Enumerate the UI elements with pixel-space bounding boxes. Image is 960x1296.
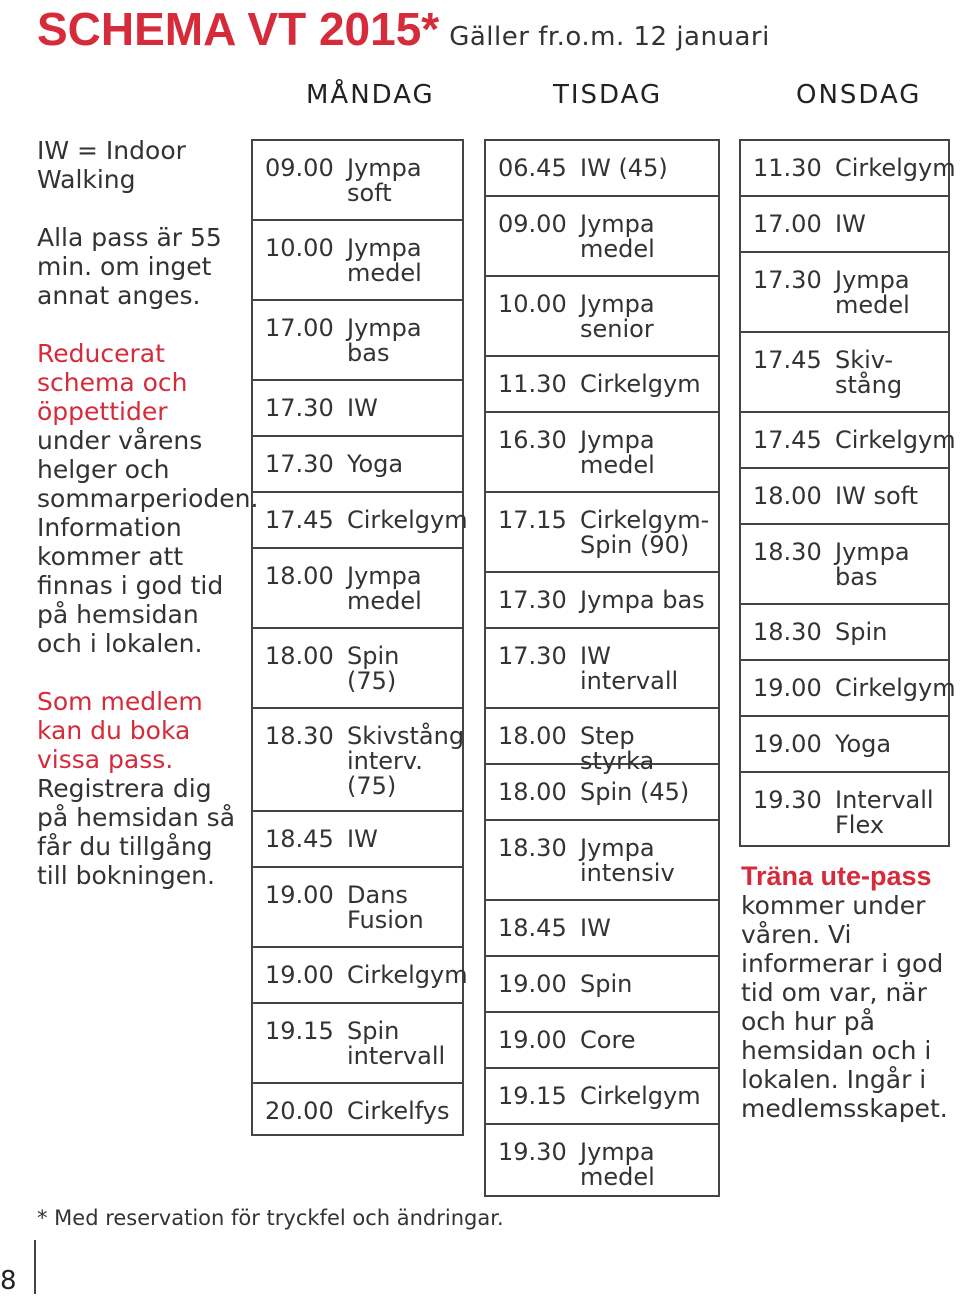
class-activity: Skivstång interv. (75)	[347, 722, 465, 800]
day-header-tuesday: TISDAG	[553, 80, 663, 110]
page-number: 8	[0, 1266, 17, 1296]
class-activity: Skiv- stång	[835, 346, 903, 399]
schedule-row	[741, 253, 948, 333]
class-activity: Spin	[580, 970, 633, 998]
schedule-row	[741, 525, 948, 605]
schedule-row	[486, 277, 718, 357]
class-activity: IW soft	[835, 482, 919, 510]
class-time: 17.30	[265, 450, 334, 478]
schedule-row	[253, 868, 462, 948]
schedule-row	[486, 573, 718, 629]
schedule-row	[741, 773, 948, 853]
class-time: 09.00	[265, 154, 334, 182]
schedule-row	[253, 301, 462, 381]
class-activity: Cirkelgym- Spin (90)	[580, 506, 710, 559]
class-time: 06.45	[498, 154, 567, 182]
schedule-row	[486, 1069, 718, 1125]
class-activity: IW	[347, 825, 378, 853]
class-time: 19.00	[498, 1026, 567, 1054]
schedule-row	[486, 1125, 718, 1205]
class-time: 17.15	[498, 506, 567, 534]
class-time: 16.30	[498, 426, 567, 454]
class-activity: Jympa medel	[580, 426, 655, 479]
duration-info: Alla pass är 55 min. om inget annat anges.	[37, 223, 222, 310]
class-activity: Jympa bas	[835, 538, 910, 591]
booking-info	[37, 687, 247, 890]
class-activity: Yoga	[835, 730, 892, 758]
class-time: 18.30	[753, 538, 822, 566]
class-activity: Jympa bas	[580, 586, 705, 614]
class-time: 17.30	[498, 642, 567, 670]
footnote: * Med reservation för tryckfel och ändringar.	[37, 1206, 504, 1230]
day-header-wednesday: ONSDAG	[796, 80, 922, 110]
schedule-row	[253, 1084, 462, 1140]
class-time: 18.30	[498, 834, 567, 862]
class-activity: Jympa bas	[347, 314, 422, 367]
schedule-row	[486, 901, 718, 957]
class-activity: Cirkelgym	[835, 154, 956, 182]
class-time: 18.00	[265, 562, 334, 590]
class-activity: Step styrka	[580, 722, 655, 775]
class-time: 11.30	[498, 370, 567, 398]
booking-heading: Som medlem kan du boka vissa pass.	[37, 687, 203, 774]
class-activity: IW	[835, 210, 866, 238]
monday-schedule	[251, 139, 468, 1136]
schedule-row	[741, 197, 948, 253]
page-title	[37, 2, 770, 56]
schedule-row	[741, 141, 956, 197]
outdoor-classes-text: kommer under våren. Vi informerar i god tid om var, när och hur på hemsidan och i lokalen. Ingår i medlemsskapet.	[741, 891, 948, 1123]
class-time: 18.45	[498, 914, 567, 942]
reduced-schedule-info	[37, 339, 259, 658]
class-time: 19.30	[498, 1138, 567, 1166]
class-activity: Jympa senior	[580, 290, 655, 343]
class-activity: Cirkelgym	[580, 370, 701, 398]
class-time: 17.45	[753, 426, 822, 454]
class-activity: IW intervall	[580, 642, 679, 695]
schedule-row	[741, 469, 948, 525]
class-time: 18.30	[753, 618, 822, 646]
schedule-row	[253, 493, 468, 549]
schedule-row	[253, 812, 462, 868]
class-time: 18.00	[753, 482, 822, 510]
class-activity: Jympa medel	[347, 234, 422, 287]
class-time: 18.45	[265, 825, 334, 853]
class-time: 17.30	[265, 394, 334, 422]
class-activity: IW (45)	[580, 154, 668, 182]
class-activity: Dans Fusion	[347, 881, 424, 934]
reduced-schedule-text: under vårens helger och sommarperioden. Information kommer att finnas i god tid på hemsidan och i lokalen.	[37, 426, 259, 658]
class-activity: IW	[580, 914, 611, 942]
iw-definition: IW = Indoor Walking	[37, 136, 186, 194]
class-activity: Core	[580, 1026, 636, 1054]
class-activity: Cirkelfys	[347, 1097, 450, 1125]
schedule-row	[486, 357, 718, 413]
schedule-row	[486, 413, 718, 493]
schedule-row	[741, 605, 948, 661]
class-time: 19.15	[265, 1017, 334, 1045]
class-activity: Jympa soft	[347, 154, 422, 207]
class-time: 17.45	[265, 506, 334, 534]
class-time: 19.30	[753, 786, 822, 814]
class-activity: Jympa medel	[580, 1138, 655, 1191]
schedule-row	[486, 709, 718, 775]
schedule-row	[253, 437, 462, 493]
schedule-row	[486, 493, 718, 573]
class-time: 17.45	[753, 346, 822, 374]
schedule-row	[741, 413, 956, 469]
class-activity: Spin intervall	[347, 1017, 446, 1070]
schedule-row	[486, 197, 718, 277]
wednesday-schedule	[739, 139, 956, 847]
class-activity: Jympa medel	[835, 266, 910, 319]
schedule-row	[741, 717, 948, 773]
day-header-monday: MÅNDAG	[306, 80, 435, 110]
reduced-schedule-heading: Reducerat schema och öppettider	[37, 339, 188, 426]
class-time: 18.00	[498, 778, 567, 806]
class-activity: Jympa intensiv	[580, 834, 675, 887]
class-activity: Yoga	[347, 450, 404, 478]
class-activity: Cirkelgym	[580, 1082, 701, 1110]
schedule-row	[741, 333, 948, 413]
class-activity: Cirkelgym	[347, 506, 468, 534]
class-activity: Spin	[835, 618, 888, 646]
class-time: 19.00	[265, 961, 334, 989]
class-time: 17.30	[498, 586, 567, 614]
schedule-row	[486, 629, 718, 709]
schedule-row	[486, 821, 718, 901]
info-sidebar	[37, 136, 259, 919]
schedule-title: SCHEMA VT 2015*	[37, 3, 440, 55]
class-time: 11.30	[753, 154, 822, 182]
schedule-row	[253, 141, 462, 221]
schedule-row	[253, 221, 462, 301]
schedule-row	[486, 957, 718, 1013]
class-time: 09.00	[498, 210, 567, 238]
valid-from: Gäller fr.o.m. 12 januari	[449, 22, 770, 52]
class-activity: Cirkelgym	[347, 961, 468, 989]
schedule-row	[253, 709, 465, 812]
schedule-row	[486, 141, 718, 197]
class-time: 17.00	[753, 210, 822, 238]
class-time: 10.00	[498, 290, 567, 318]
outdoor-classes-heading: Träna ute-pass	[741, 861, 932, 891]
margin-line	[34, 1240, 36, 1294]
class-time: 10.00	[265, 234, 334, 262]
class-time: 18.00	[498, 722, 567, 750]
class-activity: Cirkelgym	[835, 674, 956, 702]
class-time: 17.30	[753, 266, 822, 294]
schedule-row	[253, 629, 462, 709]
class-time: 19.00	[753, 674, 822, 702]
schedule-row	[253, 948, 468, 1004]
class-activity: Spin (75)	[347, 642, 400, 695]
class-time: 20.00	[265, 1097, 334, 1125]
schedule-row	[486, 765, 718, 821]
class-time: 17.00	[265, 314, 334, 342]
class-activity: Intervall Flex	[835, 786, 934, 839]
schedule-row	[486, 1013, 718, 1069]
class-time: 19.00	[498, 970, 567, 998]
class-time: 19.15	[498, 1082, 567, 1110]
schedule-row	[253, 381, 462, 437]
schedule-row	[253, 549, 462, 629]
schedule-row	[253, 1004, 462, 1084]
booking-text: Registrera dig på hemsidan så får du tillgång till bokningen.	[37, 774, 236, 890]
class-activity: Jympa medel	[347, 562, 422, 615]
tuesday-schedule	[484, 139, 720, 1197]
class-activity: Spin (45)	[580, 778, 690, 806]
class-time: 18.00	[265, 642, 334, 670]
class-time: 19.00	[265, 881, 334, 909]
class-time: 19.00	[753, 730, 822, 758]
class-activity: IW	[347, 394, 378, 422]
schedule-row	[741, 661, 956, 717]
class-activity: Jympa medel	[580, 210, 655, 263]
outdoor-classes-note	[741, 862, 960, 1123]
class-activity: Cirkelgym	[835, 426, 956, 454]
class-time: 18.30	[265, 722, 334, 750]
